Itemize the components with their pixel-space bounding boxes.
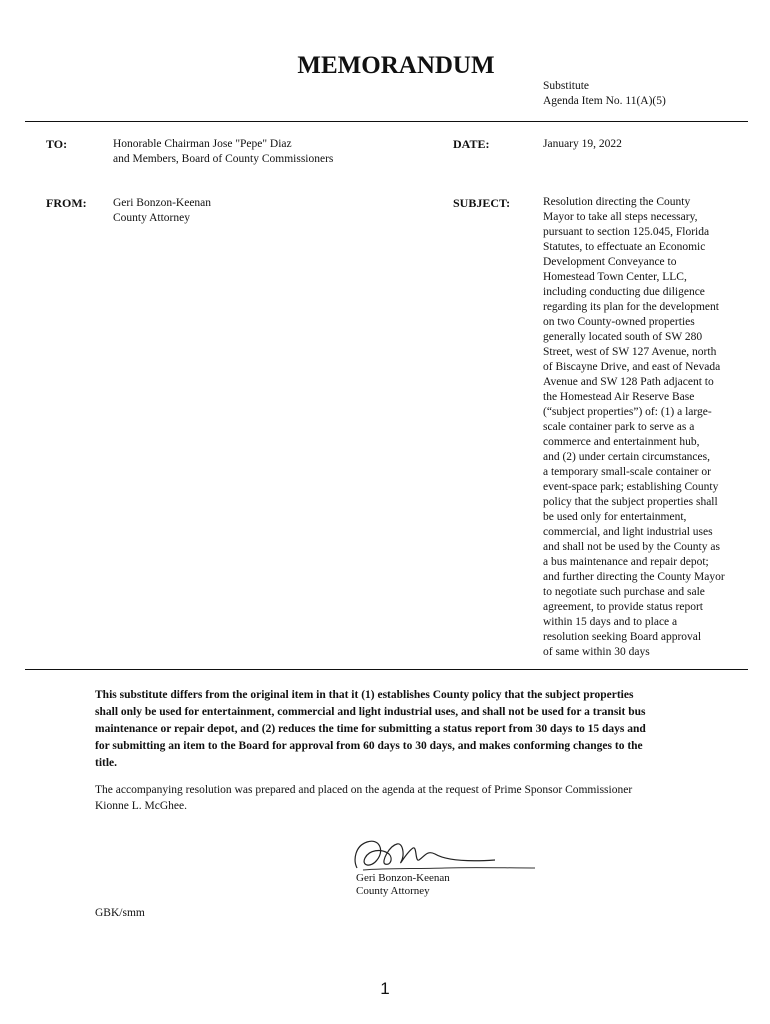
date-label: DATE: bbox=[453, 137, 490, 151]
sponsor-note bbox=[95, 782, 715, 814]
from-sender-line: Geri Bonzon-Keenan bbox=[113, 197, 212, 209]
page-number: 1 bbox=[380, 979, 390, 998]
substitute-note-line: This substitute differs from the original item in that it (1) establishes County policy that the subject properties bbox=[95, 689, 634, 701]
substitute-note-line: title. bbox=[95, 757, 118, 769]
subject-line: Resolution directing the County bbox=[543, 196, 691, 208]
subject-line: commercial, and light industrial uses bbox=[543, 526, 713, 538]
bottom-divider bbox=[25, 669, 748, 670]
signature-block bbox=[356, 872, 450, 898]
subject-label: SUBJECT: bbox=[453, 196, 511, 210]
to-label: TO: bbox=[46, 137, 68, 151]
substitute-note-line: shall only be used for entertainment, commercial and light industrial uses, and shall not be used for a transit bus bbox=[95, 706, 646, 718]
subject-line: scale container park to serve as a bbox=[543, 421, 695, 433]
subject-line: regarding its plan for the development bbox=[543, 301, 719, 313]
subject-line: the Homestead Air Reserve Base bbox=[543, 391, 695, 403]
top-divider bbox=[25, 121, 748, 122]
to-recipient-line: Honorable Chairman Jose "Pepe" Diaz bbox=[113, 138, 292, 150]
subject-line: generally located south of SW 280 bbox=[543, 331, 703, 343]
agenda-item-block bbox=[543, 79, 666, 109]
subject-line: event-space park; establishing County bbox=[543, 481, 719, 493]
subject-line: resolution seeking Board approval bbox=[543, 631, 702, 643]
subject-line: be used only for entertainment, bbox=[543, 511, 687, 523]
subject-text bbox=[543, 195, 743, 660]
sponsor-note-line: The accompanying resolution was prepared and placed on the agenda at the request of Prime Sponsor Commissioner bbox=[95, 784, 633, 796]
subject-line: and (2) under certain circumstances, bbox=[543, 451, 710, 463]
sponsor-note-line: Kionne L. McGhee. bbox=[95, 800, 187, 812]
typist-initials: GBK/smm bbox=[95, 907, 145, 919]
signature-mark bbox=[345, 832, 545, 877]
subject-line: to negotiate such purchase and sale bbox=[543, 586, 705, 598]
to-recipient bbox=[113, 137, 333, 167]
signer-role: County Attorney bbox=[356, 885, 430, 897]
subject-line: Mayor to take all steps necessary, bbox=[543, 211, 698, 223]
substitute-note-line: for submitting an item to the Board for approval from 60 days to 30 days, and makes conforming changes to the bbox=[95, 740, 643, 752]
subject-line: and shall not be used by the County as bbox=[543, 541, 720, 553]
to-recipient-line: and Members, Board of County Commissioners bbox=[113, 153, 334, 165]
subject-line: Homestead Town Center, LLC, bbox=[543, 271, 687, 283]
agenda-substitute-label: Substitute bbox=[543, 80, 590, 92]
subject-line: pursuant to section 125.045, Florida bbox=[543, 226, 710, 238]
memo-title: MEMORANDUM bbox=[297, 52, 495, 79]
substitute-note-line: maintenance or repair depot, and (2) reduces the time for submitting a status report from 30 days to 15 days and bbox=[95, 723, 646, 735]
subject-line: Street, west of SW 127 Avenue, north bbox=[543, 346, 717, 358]
subject-line: a temporary small-scale container or bbox=[543, 466, 711, 478]
subject-line: commerce and entertainment hub, bbox=[543, 436, 700, 448]
subject-line: within 15 days and to place a bbox=[543, 616, 678, 628]
signer-name: Geri Bonzon-Keenan bbox=[356, 872, 450, 884]
subject-line: including conducting due diligence bbox=[543, 286, 705, 298]
subject-line: a bus maintenance and repair depot; bbox=[543, 556, 709, 568]
subject-line: Statutes, to effectuate an Economic bbox=[543, 241, 706, 253]
subject-line: agreement, to provide status report bbox=[543, 601, 703, 613]
subject-line: on two County-owned properties bbox=[543, 316, 695, 328]
from-sender-line: County Attorney bbox=[113, 212, 190, 224]
subject-line: policy that the subject properties shall bbox=[543, 496, 718, 508]
subject-line: of same within 30 days bbox=[543, 646, 650, 658]
subject-line: of Biscayne Drive, and east of Nevada bbox=[543, 361, 721, 373]
subject-line: (“subject properties”) of: (1) a large- bbox=[543, 406, 712, 418]
from-sender bbox=[113, 196, 211, 226]
from-label: FROM: bbox=[46, 196, 87, 210]
subject-line: Development Conveyance to bbox=[543, 256, 677, 268]
agenda-item-number: Agenda Item No. 11(A)(5) bbox=[543, 95, 666, 107]
substitute-note bbox=[95, 687, 715, 772]
date-value: January 19, 2022 bbox=[543, 138, 622, 150]
subject-line: and further directing the County Mayor bbox=[543, 571, 725, 583]
subject-line: Avenue and SW 128 Path adjacent to bbox=[543, 376, 714, 388]
